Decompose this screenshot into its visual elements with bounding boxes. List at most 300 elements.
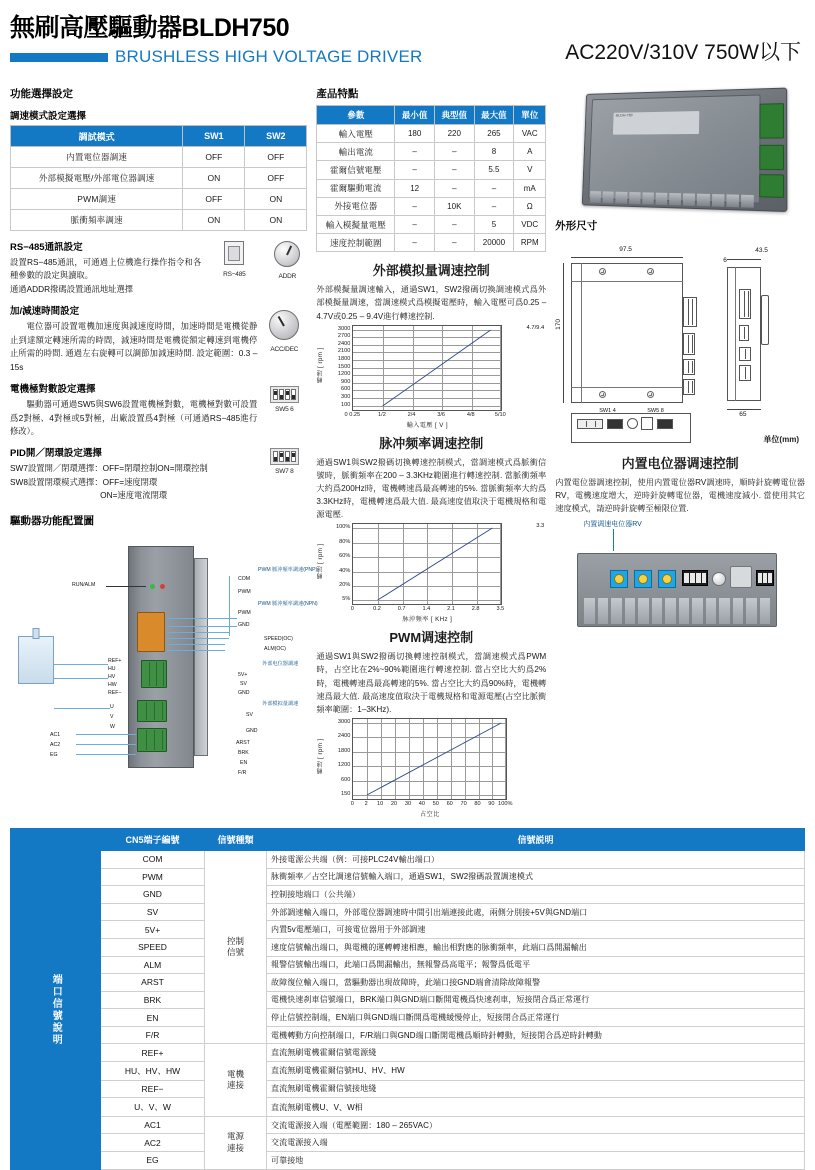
x-tick-label: 5/10 (494, 411, 506, 418)
spec-unit: Ω (514, 197, 546, 215)
terminal-name: PWM (101, 868, 205, 886)
col-parameter: 參數 (317, 106, 395, 125)
signal-description: 交流電源接入端（電壓範圍：180 – 265VAC） (267, 1116, 805, 1134)
terminal-name: AC1 (101, 1116, 205, 1134)
x-tick-label: 4/8 (466, 411, 475, 418)
fr-label: F/R (238, 769, 247, 776)
x-tick-label: 100% (498, 800, 513, 807)
u-label: U (110, 703, 114, 710)
dim-notch: 6 (723, 257, 727, 264)
driver-side-illustration (194, 558, 208, 756)
table-row (11, 921, 805, 939)
signal-description: 電機轉動方向控制端口，F/R端口與GND端口斷開電機爲順時針轉動，短接閉合爲逆時針轉動 (267, 1026, 805, 1044)
terminal-name: SPEED (101, 938, 205, 956)
spec-unit: A (514, 143, 546, 161)
signal-kind: 電源 連接 (205, 1116, 267, 1169)
front-conn-4 (683, 379, 695, 395)
spec-value: 12 (395, 179, 435, 197)
y-tick-label: 40% (339, 567, 351, 574)
ref-minus-label: REF− (108, 689, 122, 696)
table-row (11, 168, 307, 189)
x-tick-label: 2.8 (471, 606, 480, 613)
spec-unit: VAC (514, 125, 546, 143)
x-tick-label: 20 (390, 800, 398, 807)
signal-description: 交流電源接入端 (267, 1134, 805, 1152)
terminal-name: AC2 (101, 1134, 205, 1152)
table-row (317, 234, 546, 252)
w-label: W (110, 723, 115, 730)
y-tick-label: 1200 (337, 762, 351, 769)
sv-label-2: SV (246, 711, 253, 718)
x-tick-label: 1.4 (422, 606, 431, 613)
product-features-title: 產品特點 (316, 88, 359, 100)
gnd-label-2: GND (238, 689, 250, 696)
accdec-caption: ACC/DEC (270, 346, 299, 354)
wiring-diagram-title: 驅動器功能配置圖 (10, 514, 94, 527)
mode-name: PWM調速 (11, 189, 183, 210)
terminal-name: EG (101, 1152, 205, 1170)
spec-unit: RPM (514, 234, 546, 252)
dim-side-width: 43.5 (755, 247, 768, 254)
polepair-text: 驅動器可通過SW5與SW6設置電機極對數，電機極對數可設置爲2對極、4對極或5對極，出廠設置爲4對極（可通過RS−485進行修改）。 (10, 399, 258, 436)
pwm-x-label: 占空比 (419, 810, 440, 818)
spec-value: 10K (434, 197, 474, 215)
acc-dec-rotary-switch-icon[interactable] (269, 310, 299, 340)
col-typ: 典型值 (434, 106, 474, 125)
side-conn-2 (739, 325, 749, 341)
table-header-row (11, 828, 805, 850)
bottom-rj45 (641, 417, 653, 430)
pwm-control-title: PWM调速控制 (389, 630, 474, 646)
port-signal-table (10, 828, 805, 1170)
chart-analog (316, 325, 546, 429)
table-row (11, 189, 307, 210)
spec-parameter: 輸出電流 (317, 143, 395, 161)
rs485-jack-icon (224, 241, 244, 265)
dip-switch-block-1[interactable] (682, 570, 708, 586)
rs485-block (10, 239, 307, 296)
table-row (11, 1098, 805, 1117)
x-tick-label: 70 (460, 800, 467, 807)
ac1-label: AC1 (50, 731, 61, 738)
front-conn-3 (683, 359, 695, 375)
analog-x-label: 輸入電壓 [ V ] (406, 421, 449, 429)
x-tick-label: 2/4 (407, 411, 416, 418)
din-clip (761, 295, 769, 345)
internal-pot-text: 内置電位器調速控制，使用内置電位器RV調速時，順時針旋轉電位器RV，電機速度增大，逆時針旋轉電位器，電機速度減小. 當使用其它速度模式，請逆時針旋轉至極限位置. (555, 478, 805, 514)
x-tick-label: 50 (432, 800, 439, 807)
pwm-label-2: PWM (238, 609, 251, 616)
col-signal-desc: 信號説明 (267, 828, 805, 850)
hu-label: HU (108, 665, 116, 672)
y-tick-label: 80% (339, 538, 351, 545)
spec-value: – (395, 143, 435, 161)
col-min: 最小值 (395, 106, 435, 125)
page-title: 無刷高壓驅動器BLDH750 (10, 14, 290, 42)
signal-description: 内置5v電壓端口，可接電位器用于外部調速 (267, 921, 805, 939)
table-row (11, 147, 307, 168)
eg-label: EG (50, 751, 58, 758)
table-row (11, 1062, 805, 1081)
alm-oc-label: ALM(OC) (264, 645, 286, 652)
pulse-y-label: 轉速 [ rpm ] (318, 543, 325, 580)
col-terminal: CN5端子編號 (101, 828, 205, 850)
ext-pot-label: 外部电位器調速 (262, 660, 299, 667)
product-label: BLDH-750 (613, 111, 699, 134)
rs485-jack-icon-wrap (205, 239, 263, 278)
bottom-dip-1 (607, 419, 623, 429)
table-row (11, 210, 307, 231)
pid-text-1: SW7設置開／閉環選擇：OFF=閉環控制ON=開環控制 (10, 463, 208, 474)
arst-label: ARST (236, 739, 250, 746)
speed-oc-label: SPEED(OC) (264, 635, 293, 642)
pwm-label-1: PWM (238, 588, 251, 595)
chart-series (353, 326, 501, 410)
spec-value: 5 (474, 215, 514, 233)
accdec-heading: 加/減速時間設定 (10, 306, 80, 318)
signal-kind: 電機 連接 (205, 1044, 267, 1116)
y-tick-label: 100% (336, 524, 351, 531)
analog-y-label: 轉速 [ rpm ] (318, 346, 325, 383)
pwm-y-label: 轉速 [ rpm ] (318, 738, 325, 774)
signal-description: 直流無刷電機U、V、W相 (267, 1098, 805, 1117)
subtitle-english: BRUSHLESS HIGH VOLTAGE DRIVER (115, 47, 423, 66)
pulse-annotation: 3.3 (536, 523, 545, 530)
cn5-connector (137, 612, 165, 652)
x-tick-label: 60 (446, 800, 453, 807)
pwm-npn-label: PWM 脈沖頻率調速(NPN) (258, 600, 318, 607)
rs485-heading: RS−485通訊設定 (10, 242, 83, 253)
spec-value: 220 (434, 125, 474, 143)
spec-value: – (434, 161, 474, 179)
datasheet-page (0, 8, 815, 1166)
speed-mode-table (10, 125, 307, 231)
signal-description: 報警信號輸出端口，此端口爲開漏輸出，無報警爲高電平；報警爲低電平 (267, 956, 805, 974)
internal-pot-title: 内置电位器调速控制 (621, 456, 739, 471)
pulse-control-text: 通過SW1與SW2撥碼切換轉速控制模式，當調速模式爲脈衝信號時，脈衝頻率在200 – 3.3KHz範圍進行轉速控制. 當脈衝頻率大約爲200Hz時，電機轉速爲最高轉速的5%. 當脈衝頻率大約爲3.3KHz時，電機轉速爲最大值. 最高速度值取決于電機規格和電源電壓. (316, 457, 547, 520)
table-row (11, 956, 805, 974)
specification-table (316, 105, 546, 252)
terminal-name: BRK (101, 991, 205, 1009)
table-row (11, 1134, 805, 1152)
run-alm-leader (106, 586, 146, 587)
bottom-dip-2 (657, 419, 673, 429)
x-tick-label: 2 (364, 800, 368, 807)
pid-heading: PID開／閉環設定選擇 (10, 448, 102, 460)
terminal-name: REF+ (101, 1044, 205, 1062)
side-conn-1 (739, 289, 751, 319)
chart-pwm (316, 718, 546, 818)
pot-callout-line (613, 529, 614, 551)
x-tick-label: 3/6 (437, 411, 446, 418)
table-row (11, 1080, 805, 1098)
table-row (11, 850, 805, 868)
signal-description: 故障復位輸入端口，當驅動器出現故障時，此端口接GND端會清除故障報警 (267, 974, 805, 992)
x-tick-label: 80 (474, 800, 481, 807)
rs485-caption: RS−485 (223, 271, 246, 278)
analog-control-title: 外部模拟量调速控制 (372, 263, 490, 279)
signal-description: 直流無刷電機霍爾信號電源綫 (267, 1044, 805, 1062)
x-tick-label: 0 (350, 606, 354, 613)
x-tick-label: 0 (350, 800, 354, 807)
spec-parameter: 霍爾驅動電流 (317, 179, 395, 197)
product-photo (582, 88, 788, 213)
table-row (11, 1116, 805, 1134)
bottom-pots (577, 419, 603, 429)
signal-description: 控制接地端口（公共端） (267, 886, 805, 904)
spec-value: 5.5 (474, 161, 514, 179)
table-row (317, 125, 546, 143)
unit-note: 单位(mm) (763, 435, 799, 444)
ac2-label: AC2 (50, 741, 61, 748)
hv-label: HV (108, 673, 116, 680)
sw56-wrap (261, 374, 307, 413)
sw5-8-label: SW5 8 (647, 408, 664, 414)
vertical-header: 端口信號說明 (11, 850, 101, 1169)
dim-width: 97.5 (619, 246, 632, 253)
front-conn-1 (683, 297, 697, 327)
y-tick-label: 1200 (337, 371, 351, 378)
mode-name: 脈衝頻率調速 (11, 210, 183, 231)
en-label: EN (240, 759, 248, 766)
signal-description: 可靠接地 (267, 1152, 805, 1170)
side-conn-4 (739, 365, 751, 381)
terminal-name: COM (101, 850, 205, 868)
spec-parameter: 輸入模擬量電壓 (317, 215, 395, 233)
terminal-block-mid (759, 145, 784, 170)
sw1-value: OFF (183, 147, 245, 168)
sv-label: SV (240, 680, 247, 687)
spec-value: – (434, 179, 474, 197)
signal-description: 停止信號控制端，EN端口與GND端口斷開爲電機緩慢停止，短接閉合爲正常運行 (267, 1009, 805, 1027)
spec-parameter: 輸入電壓 (317, 125, 395, 143)
internal-pot-figure (555, 515, 805, 625)
pwm-control-text: 通過SW1與SW2撥碼切換轉速控制模式，當調速模式爲PWM時，占空比在2%~90%範圍進行轉速控制. 當占空比大約爲2%時，電機轉速爲最高轉速的5%. 當占空比大約爲90%時，電機轉速爲最大值. 最高速度值取決于電機規格和電源電壓(占空比脈衝頻率範圍：1–3KHz). (316, 652, 547, 714)
accent-bar (10, 53, 108, 62)
col-vertical (11, 828, 101, 850)
terminal-name: ARST (101, 974, 205, 992)
dip-switch-block-2[interactable] (756, 570, 774, 586)
x-tick-label: 1/2 (378, 411, 386, 418)
sw1-value: ON (183, 168, 245, 189)
x-tick-label: 90 (488, 800, 495, 807)
spec-parameter: 速度控制範圍 (317, 234, 395, 252)
y-tick-label: 600 (340, 386, 351, 393)
side-conn-3 (739, 347, 751, 361)
terminal-name: F/R (101, 1026, 205, 1044)
alm-led-icon (160, 584, 165, 589)
pulse-control-title: 脉冲频率调速控制 (379, 435, 484, 451)
addr-rotary-switch-icon[interactable] (274, 241, 300, 267)
col-mode: 調試模式 (11, 126, 183, 147)
potentiometer-acc[interactable] (634, 570, 652, 588)
analog-control-text: 外部模擬量調速輸入，通過SW1，SW2撥碼切換調速模式爲外部模擬量調速，當調速模式爲模擬電壓時，輸入電壓可爲0.25 – 4.7V或0.25 – 9.4V進行轉速控制. (316, 285, 547, 321)
uvw-connector (137, 700, 167, 722)
spec-value: – (434, 215, 474, 233)
brk-label: BRK (238, 749, 249, 756)
terminal-name: U、V、W (101, 1098, 205, 1117)
x-tick-label: 3.5 (496, 606, 505, 613)
signal-description: 脉衝頻率／占空比調速信號輸入端口，通過SW1，SW2撥碼設置調速模式 (267, 868, 805, 886)
spec-unit: VDC (514, 215, 546, 233)
power-rating: AC220V/310V 750W以下 (565, 41, 801, 64)
col-sw2: SW2 (245, 126, 307, 147)
hw-label: HW (108, 681, 117, 688)
table-row (11, 903, 805, 921)
pwm-pnp-label: PWM 脈沖頻率調速(PNP) (258, 566, 318, 573)
sw78-caption: SW7 8 (275, 468, 294, 476)
dimension-title: 外形尺寸 (555, 220, 598, 232)
addr-rotary-knob[interactable] (712, 572, 726, 586)
com-label: COM (238, 575, 251, 582)
column-right (555, 86, 805, 625)
x-tick-label: 0.2 (373, 606, 381, 613)
sw1-value: OFF (183, 189, 245, 210)
dim-depth: 65 (739, 411, 747, 418)
polepair-block (10, 374, 307, 438)
spec-value: 180 (395, 125, 435, 143)
sw5-6-dip-switch-icon[interactable] (270, 386, 299, 403)
x-tick-label: 0.7 (397, 606, 406, 613)
spec-value: – (395, 234, 435, 252)
signal-kind: 控制 信號 (205, 850, 267, 1044)
sw2-value: OFF (245, 147, 307, 168)
spec-parameter: 霍爾信號電壓 (317, 161, 395, 179)
signal-description: 電機快速刹車信號端口，BRK端口與GND端口斷開電機爲快速刹車，短接閉合爲正常運行 (267, 991, 805, 1009)
front-conn-2 (683, 333, 695, 355)
polepair-heading: 電機極對數設定選擇 (10, 384, 96, 396)
y-tick-label: 1500 (337, 363, 351, 370)
power-connector (137, 728, 167, 752)
heatsink-fins (584, 598, 770, 624)
terminal-name: EN (101, 1009, 205, 1027)
motor-illustration (18, 636, 54, 684)
x-tick-label: 10 (377, 800, 384, 807)
terminal-name: GND (101, 886, 205, 904)
content-columns (10, 86, 805, 822)
table-row (11, 991, 805, 1009)
pulse-x-label: 脉沖頻率 [ KHz ] (402, 616, 453, 624)
potentiometer-rv[interactable] (610, 570, 628, 588)
table-header-row (11, 126, 307, 147)
column-left (10, 86, 318, 782)
table-header-row (317, 106, 546, 125)
x-tick-label: 0 0.25 (344, 411, 361, 418)
y-tick-label: 3000 (337, 325, 351, 332)
signal-description: 外部調速輸入端口，外部電位器調速時中間引出端連接此處，兩側分別接+5V與GND端口 (267, 903, 805, 921)
wiring-diagram (10, 532, 318, 782)
spec-value: – (434, 143, 474, 161)
chart-pulse (316, 523, 546, 623)
table-row (11, 886, 805, 904)
y-tick-label: 2700 (337, 333, 351, 340)
front-view-outline (571, 263, 683, 403)
terminal-name: SV (101, 903, 205, 921)
pot-callout-label: 内置调速电位器RV (583, 521, 642, 529)
spec-parameter: 外接電位器 (317, 197, 395, 215)
signal-description: 直流無刷電機霍爾信號接地綫 (267, 1080, 805, 1098)
pid-text-2: SW8設置閉環模式選擇：OFF=速度閉環 (10, 476, 158, 487)
y-tick-label: 2400 (337, 340, 351, 347)
run-alm-label: RUN/ALM (72, 581, 96, 588)
terminal-name: REF− (101, 1080, 205, 1098)
rs485-text-2: 通過ADDR撥碼設置通訊地址選擇 (10, 283, 134, 294)
chart-series (353, 524, 501, 604)
chart-series (353, 719, 506, 799)
col-max: 最大值 (474, 106, 514, 125)
col-signal-kind: 信號種類 (205, 828, 267, 850)
v-label: V (110, 713, 114, 720)
x-tick-label: 2.1 (447, 606, 455, 613)
terminal-name: HU、HV、HW (101, 1062, 205, 1081)
spec-value: – (395, 197, 435, 215)
y-tick-label: 300 (340, 394, 351, 401)
spec-value: 265 (474, 125, 514, 143)
ext-analog-label: 外部模拟量調速 (262, 700, 299, 707)
table-row (11, 1152, 805, 1170)
heatsink-fins (590, 191, 754, 208)
col-unit: 單位 (514, 106, 546, 125)
accdec-switch-wrap (261, 296, 307, 353)
page-header (10, 8, 805, 86)
y-tick-label: 20% (339, 581, 351, 588)
terminal-block-top (759, 103, 784, 139)
y-tick-label: 3000 (337, 718, 351, 725)
potentiometer-dec[interactable] (658, 570, 676, 588)
hall-connector (141, 660, 167, 688)
addr-switch-wrap (267, 239, 307, 280)
sw7-8-dip-switch-icon[interactable] (270, 448, 299, 465)
column-middle (316, 86, 546, 822)
table-row (11, 868, 805, 886)
dim-height: 170 (555, 319, 563, 330)
spec-value: – (395, 215, 435, 233)
y-tick-label: 1800 (337, 356, 351, 363)
y-tick-label: 600 (340, 776, 351, 783)
col-sw1: SW1 (183, 126, 245, 147)
sw78-wrap (261, 438, 307, 475)
rs485-text-1: 設置RS−485通訊，可通過上位機進行操作指令和各種參數的設定與讀取。 (10, 257, 202, 281)
table-row (11, 1044, 805, 1062)
spec-value: 8 (474, 143, 514, 161)
y-tick-label: 1800 (337, 747, 351, 754)
rj45-port[interactable] (730, 566, 752, 588)
signal-description: 外接電源公共端（例：可接PLC24V輸出端口） (267, 850, 805, 868)
spec-value: 20000 (474, 234, 514, 252)
signal-description: 速度信號輸出端口，與電機的運轉轉速相應，輸出相對應的脉衝頻率，此端口爲開漏輸出 (267, 938, 805, 956)
gnd-label-1: GND (238, 621, 250, 628)
gnd-label-3: GND (246, 727, 258, 734)
run-led-icon (150, 584, 155, 589)
accdec-text: 電位器可設置電機加速度與減速度時間，加速時間是電機從静止到達額定轉速所需的時間，減速時間是電機從額定轉速到電機停止所需的時間. 通過左右旋轉可以調節加減速時間. 設定範圍：0.3 – 15s (10, 321, 258, 372)
table-row (11, 974, 805, 992)
mode-name: 外部模擬電壓/外部電位器調速 (11, 168, 183, 189)
function-setting-title: 功能選擇設定 (10, 88, 73, 100)
y-tick-label: 60% (339, 553, 351, 560)
accdec-block (10, 296, 307, 374)
table-row (11, 938, 805, 956)
table-row (317, 197, 546, 215)
table-row (11, 1009, 805, 1027)
y-tick-label: 2100 (337, 348, 351, 355)
mode-table-title: 調速模式設定選擇 (10, 111, 87, 122)
controller-board-illustration (577, 553, 777, 627)
terminal-block-bottom (759, 174, 784, 198)
sw1-4-label: SW1 4 (599, 408, 616, 414)
addr-caption: ADDR (278, 273, 297, 280)
pid-block (10, 438, 307, 502)
sw2-value: ON (245, 210, 307, 231)
